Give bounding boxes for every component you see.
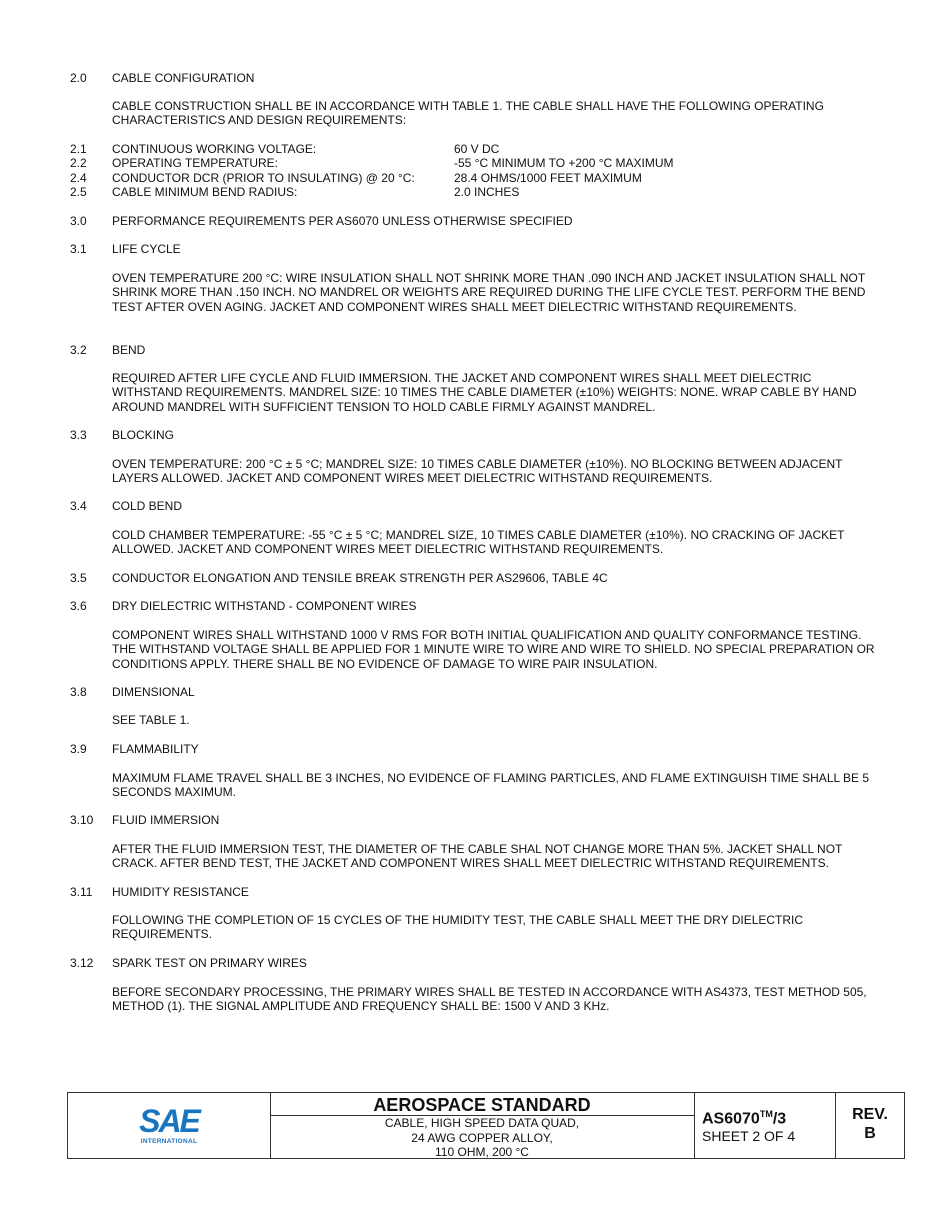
section-number: 3.9 [70,742,87,756]
section-3-0 [70,214,880,229]
section-number: 3.6 [70,599,87,613]
section-3-3 [70,428,880,443]
document-number [702,1109,786,1128]
characteristic-value: -55 °C MINIMUM TO +200 °C MAXIMUM [454,156,674,171]
section-heading: SPARK TEST ON PRIMARY WIRES [112,956,307,970]
section-heading: PERFORMANCE REQUIREMENTS PER AS6070 UNLESS OTHERWISE SPECIFIED [112,214,573,228]
section-number: 3.10 [70,813,94,827]
description-line: CABLE, HIGH SPEED DATA QUAD, [384,1116,580,1130]
section-2-0-intro: CABLE CONSTRUCTION SHALL BE IN ACCORDANCE WITH TABLE 1. THE CABLE SHALL HAVE THE FOLLOWING OPERATING CHARACTERISTICS AND DESIGN REQUIREMENTS: [112,99,824,128]
section-body: OVEN TEMPERATURE: 200 °C ± 5 °C; MANDREL SIZE: 10 TIMES CABLE DIAMETER (±10%). NO BLOCKING BETWEEN ADJACENT LAYERS ALLOWED. JACKET AND COMPONENT WIRES MEET DIELECTRIC WITHSTAND REQUIREMENTS. [112,457,843,486]
section-body: COLD CHAMBER TEMPERATURE: -55 °C ± 5 °C; MANDREL SIZE, 10 TIMES CABLE DIAMETER (±10%). NO CRACKING OF JACKET ALLOWED. JACKET AND COMPONENT WIRES MEET DIELECTRIC WITHSTAND REQUIREMENTS. [112,528,845,557]
section-3-9 [70,742,880,757]
section-number: 3.3 [70,428,87,442]
characteristic-value: 2.0 INCHES [454,185,520,200]
document-number-cell [702,1093,834,1158]
section-body: AFTER THE FLUID IMMERSION TEST, THE DIAMETER OF THE CABLE SHAL NOT CHANGE MORE THAN 5%. JACKET SHALL NOT CRACK. AFTER BEND TEST, THE JACKET AND COMPONENT WIRES SHALL MEET DIELECTRIC WITHSTAND REQUIREMENTS. [112,842,843,871]
section-3-11 [70,885,880,900]
section-3-10 [70,813,880,828]
section-heading: FLUID IMMERSION [112,813,220,827]
section-number: 3.8 [70,685,87,699]
section-heading: BLOCKING [112,428,175,442]
characteristic-value: 28.4 OHMS/1000 FEET MAXIMUM [454,170,642,185]
description-line: 110 OHM, 200 °C [435,1145,529,1159]
characteristic-label: CONTINUOUS WORKING VOLTAGE: [112,142,317,156]
section-body: MAXIMUM FLAME TRAVEL SHALL BE 3 INCHES, NO EVIDENCE OF FLAMING PARTICLES, AND FLAME EXTINGUISH TIME SHALL BE 5 SECONDS MAXIMUM. [112,771,870,800]
section-heading: HUMIDITY RESISTANCE [112,885,249,899]
section-3-6 [70,599,880,614]
section-body: OVEN TEMPERATURE 200 °C: WIRE INSULATION SHALL NOT SHRINK MORE THAN .090 INCH AND JACKET INSULATION SHALL NOT SHRINK MORE THAN .150 INCH. NO MANDREL OR WEIGHTS ARE REQUIRED DURING THE LIFE CYCLE TEST. PERFORM THE BEND TEST AFTER OVEN AGING. JACKET AND COMPONENT WIRES SHALL MEET DIELECTRIC WITHSTAND REQUIREMENTS. [112,271,866,314]
characteristic-row [70,142,870,156]
section-body: COMPONENT WIRES SHALL WITHSTAND 1000 V RMS FOR BOTH INITIAL QUALIFICATION AND QUALITY CONFORMANCE TESTING. THE WITHSTAND VOLTAGE SHALL BE APPLIED FOR 1 MINUTE WIRE TO WIRE AND WIRE TO SHIELD. NO SPECIAL PREPARATION OR CONDITIONS APPLY. THERE SHALL BE NO EVIDENCE OF DAMAGE TO WIRE PAIR INSULATION. [112,628,875,671]
standard-title-cell [270,1093,694,1158]
characteristic-label: CONDUCTOR DCR (PRIOR TO INSULATING) @ 20 °C: [112,170,415,185]
section-number: 3.0 [70,214,87,228]
section-number: 3.5 [70,571,87,585]
section-3-12 [70,956,880,971]
characteristic-row [70,185,870,199]
section-heading: CONDUCTOR ELONGATION AND TENSILE BREAK STRENGTH PER AS29606, TABLE 4C [112,571,608,585]
section-3-1 [70,242,880,257]
characteristic-number: 2.1 [70,142,87,156]
sheet-number: SHEET 2 OF 4 [702,1128,796,1144]
characteristic-number: 2.5 [70,185,87,200]
revision-cell [836,1093,904,1158]
section-number: 3.4 [70,499,87,513]
section-body: BEFORE SECONDARY PROCESSING, THE PRIMARY WIRES SHALL BE TESTED IN ACCORDANCE WITH AS4373, TEST METHOD 505, METHOD (1). THE SIGNAL AMPLITUDE AND FREQUENCY SHALL BE: 1500 V AND 3 KHz. [112,985,867,1014]
section-number: 3.1 [70,242,87,256]
description-line: 24 AWG COPPER ALLOY, [411,1130,553,1145]
cable-description [270,1116,694,1160]
title-block [67,1092,905,1159]
section-body: SEE TABLE 1. [112,713,190,727]
section-3-8 [70,685,880,700]
sae-logo-icon [68,1093,270,1158]
section-2-0 [70,71,880,86]
sae-logo [68,1093,270,1158]
characteristic-row [70,156,870,170]
section-heading: FLAMMABILITY [112,742,199,756]
characteristic-row [70,171,870,185]
characteristic-label: OPERATING TEMPERATURE: [112,156,279,171]
section-number: 3.2 [70,343,87,357]
section-heading: LIFE CYCLE [112,242,181,256]
logo-text: SAE [139,1103,199,1139]
section-number: 3.12 [70,956,94,970]
section-3-2 [70,343,880,358]
section-heading: CABLE CONFIGURATION [112,71,255,85]
standard-title: AEROSPACE STANDARD [270,1093,694,1116]
divider [694,1093,695,1158]
characteristic-number: 2.2 [70,156,87,171]
section-number: 2.0 [70,71,87,85]
section-body: FOLLOWING THE COMPLETION OF 15 CYCLES OF THE HUMIDITY TEST, THE CABLE SHALL MEET THE DRY DIELECTRIC REQUIREMENTS. [112,913,804,942]
trademark: TM [759,1109,773,1119]
section-body: REQUIRED AFTER LIFE CYCLE AND FLUID IMMERSION. THE JACKET AND COMPONENT WIRES SHALL MEET DIELECTRIC WITHSTAND REQUIREMENTS. MANDREL SIZE: 10 TIMES THE CABLE DIAMETER (±10%) WEIGHTS: NONE. WRAP CABLE BY HAND AROUND MANDREL WITH SUFFICIENT TENSION TO HOLD CABLE FIRMLY AGAINST MANDREL. [112,371,857,414]
section-3-5 [70,571,880,586]
section-heading: DRY DIELECTRIC WITHSTAND - COMPONENT WIRES [112,599,417,613]
section-number: 3.11 [70,885,93,899]
revision-label: REV. [852,1106,888,1123]
revision-value: B [864,1125,876,1142]
section-heading: BEND [112,343,146,357]
section-heading: COLD BEND [112,499,183,513]
logo-subtext: INTERNATIONAL [140,1138,198,1145]
section-heading: DIMENSIONAL [112,685,195,699]
characteristic-value: 60 V DC [454,142,500,156]
characteristic-label: CABLE MINIMUM BEND RADIUS: [112,185,298,200]
doc-number: AS6070 [702,1110,760,1128]
characteristic-number: 2.4 [70,170,87,185]
section-3-4 [70,499,880,514]
doc-suffix: /3 [772,1110,787,1128]
